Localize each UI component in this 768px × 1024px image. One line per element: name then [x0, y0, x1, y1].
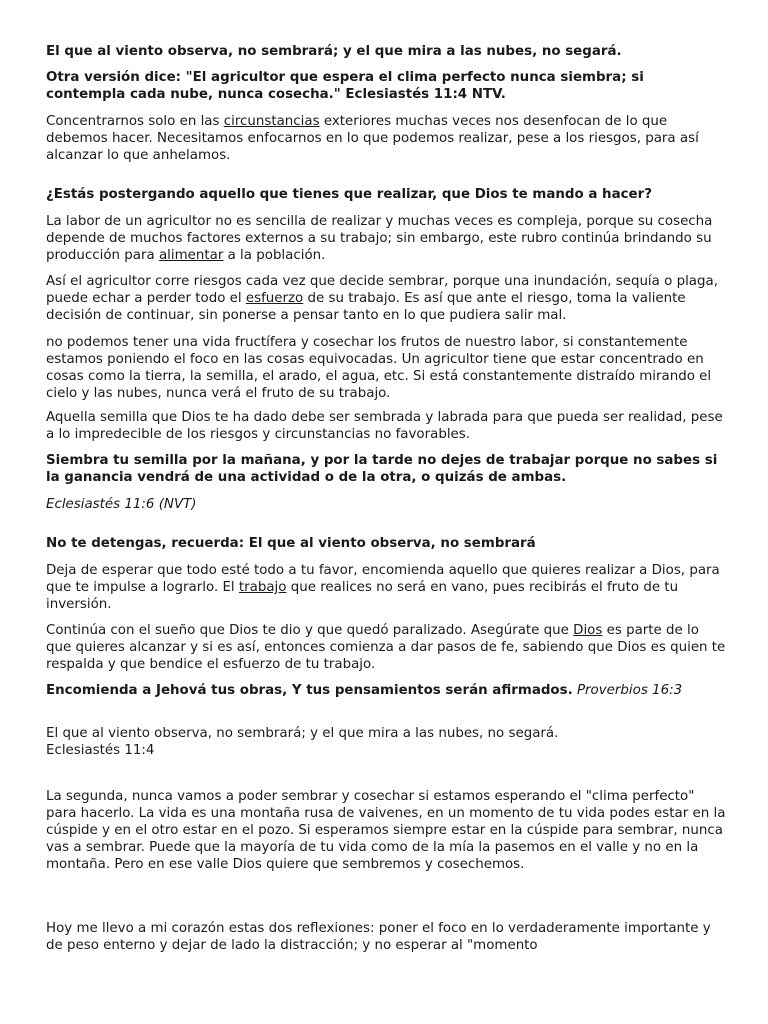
section-heading-no-te-detengas: No te detengas, recuerda: El que al viento observa, no sembrará: [46, 536, 536, 551]
text-segment: Continúa con el sueño que Dios te dio y que quedó paralizado. Asegúrate que: [46, 623, 574, 638]
link-circunstancias[interactable]: circunstancias: [223, 114, 320, 129]
paragraph-agricultor: [46, 213, 726, 264]
verse-repeat: [46, 725, 726, 759]
verse-siembra: Siembra tu semilla por la mañana, y por la tarde no dejes de trabajar porque no sabes si la ganancia vendrá de una actividad o de la otra, o quizás de ambas.: [46, 453, 718, 485]
text-segment: a la población.: [223, 248, 326, 263]
text-segment: que realices no será en vano, pues recibirás el fruto de tu inversión.: [46, 580, 679, 612]
text-segment: es parte de lo que quieres alcanzar y si es así, entonces comienza a dar pasos de fe, sabiendo que Dios es quien te respalda y que bendice el esfuerzo de tu trabajo.: [46, 623, 726, 672]
opening-verse: El que al viento observa, no sembrará; y el que mira a las nubes, no segará.: [46, 44, 622, 59]
verse-text: El que al viento observa, no sembrará; y el que mira a las nubes, no segará.: [46, 726, 559, 741]
link-trabajo[interactable]: trabajo: [238, 580, 287, 595]
link-dios[interactable]: Dios: [573, 623, 603, 638]
text-segment: Concentrarnos solo en las: [46, 114, 224, 129]
verse-text: Encomienda a Jehová tus obras, Y tus pensamientos serán afirmados.: [46, 683, 573, 698]
verse-reference: Eclesiastés 11:4: [46, 743, 155, 758]
text-segment: de su trabajo. Es así que ante el riesgo, toma la valiente decisión de continuar, sin ponerse a pensar tanto en lo que pudiera salir mal.: [46, 291, 686, 323]
paragraph-riesgos: [46, 273, 726, 324]
paragraph-vida-fructifera: no podemos tener una vida fructífera y cosechar los frutos de nuestro labor, si constantemente estamos poniendo el foco en las cosas equivocadas. Un agricultor tiene que estar concentrado en cosas como la tierra, la semilla, el arado, el agua, etc. Si está constantemente distraído mirando el cielo y las nubes, nunca verá el fruto de su trabajo.: [46, 335, 712, 401]
section-heading-postergando: ¿Estás postergando aquello que tienes que realizar, que Dios te mando a hacer?: [46, 187, 653, 202]
verse-reference: Proverbios 16:3: [572, 683, 683, 698]
paragraph-la-segunda: La segunda, nunca vamos a poder sembrar y cosechar si estamos esperando el "clima perfecto" para hacerlo. La vida es una montaña rusa de vaivenes, en un momento de tu vida podes estar en la cúspide y en el otro estar en el pozo. Si esperamos siempre estar en la cúspide para sembrar, nunca vas a sembrar. Puede que la mayoría de tu vida como de la mía la pasemos en el valle y no en la montaña. Pero en ese valle Dios quiere que sembremos y cosechemos.: [46, 789, 726, 872]
link-alimentar[interactable]: alimentar: [158, 248, 224, 263]
paragraph-semilla: Aquella semilla que Dios te ha dado debe ser sembrada y labrada para que pueda ser realidad, pese a lo impredecible de los riesgos y circunstancias no favorables.: [46, 410, 723, 442]
verse-proverbios: [46, 682, 726, 699]
paragraph-reflexiones: Hoy me llevo a mi corazón estas dos reflexiones: poner el foco en lo verdaderamente importante y de peso enterno y dejar de lado la distracción; y no esperar al "momento: [46, 921, 711, 953]
text-segment: exteriores muchas veces nos desenfocan de lo que debemos hacer. Necesitamos enfocarnos en lo que podemos realizar, pese a los riesgos, para así alcanzar lo que anhelamos.: [46, 114, 699, 163]
link-esfuerzo[interactable]: esfuerzo: [245, 291, 304, 306]
paragraph-circunstancias: [46, 113, 726, 164]
verse-citation: Eclesiastés 11:6 (NVT): [46, 497, 197, 512]
paragraph-continua: [46, 622, 726, 673]
text-segment: Deja de esperar que todo esté todo a tu favor, encomienda aquello que quieres realizar a Dios, para que te impulse a lograrlo. El: [46, 563, 720, 595]
paragraph-deja-de-esperar: [46, 562, 726, 613]
text-segment: La labor de un agricultor no es sencilla de realizar y muchas veces es compleja, porque su cosecha depende de muchos factores externos a su trabajo; sin embargo, este rubro continúa brindando su producción para: [46, 214, 713, 263]
text-segment: Así el agricultor corre riesgos cada vez que decide sembrar, porque una inundación, sequía o plaga, puede echar a perder todo el: [46, 274, 718, 306]
alternate-version-verse: Otra versión dice: "El agricultor que espera el clima perfecto nunca siembra; si contempla cada nube, nunca cosecha." Eclesiastés 11:4 NTV.: [46, 70, 644, 102]
